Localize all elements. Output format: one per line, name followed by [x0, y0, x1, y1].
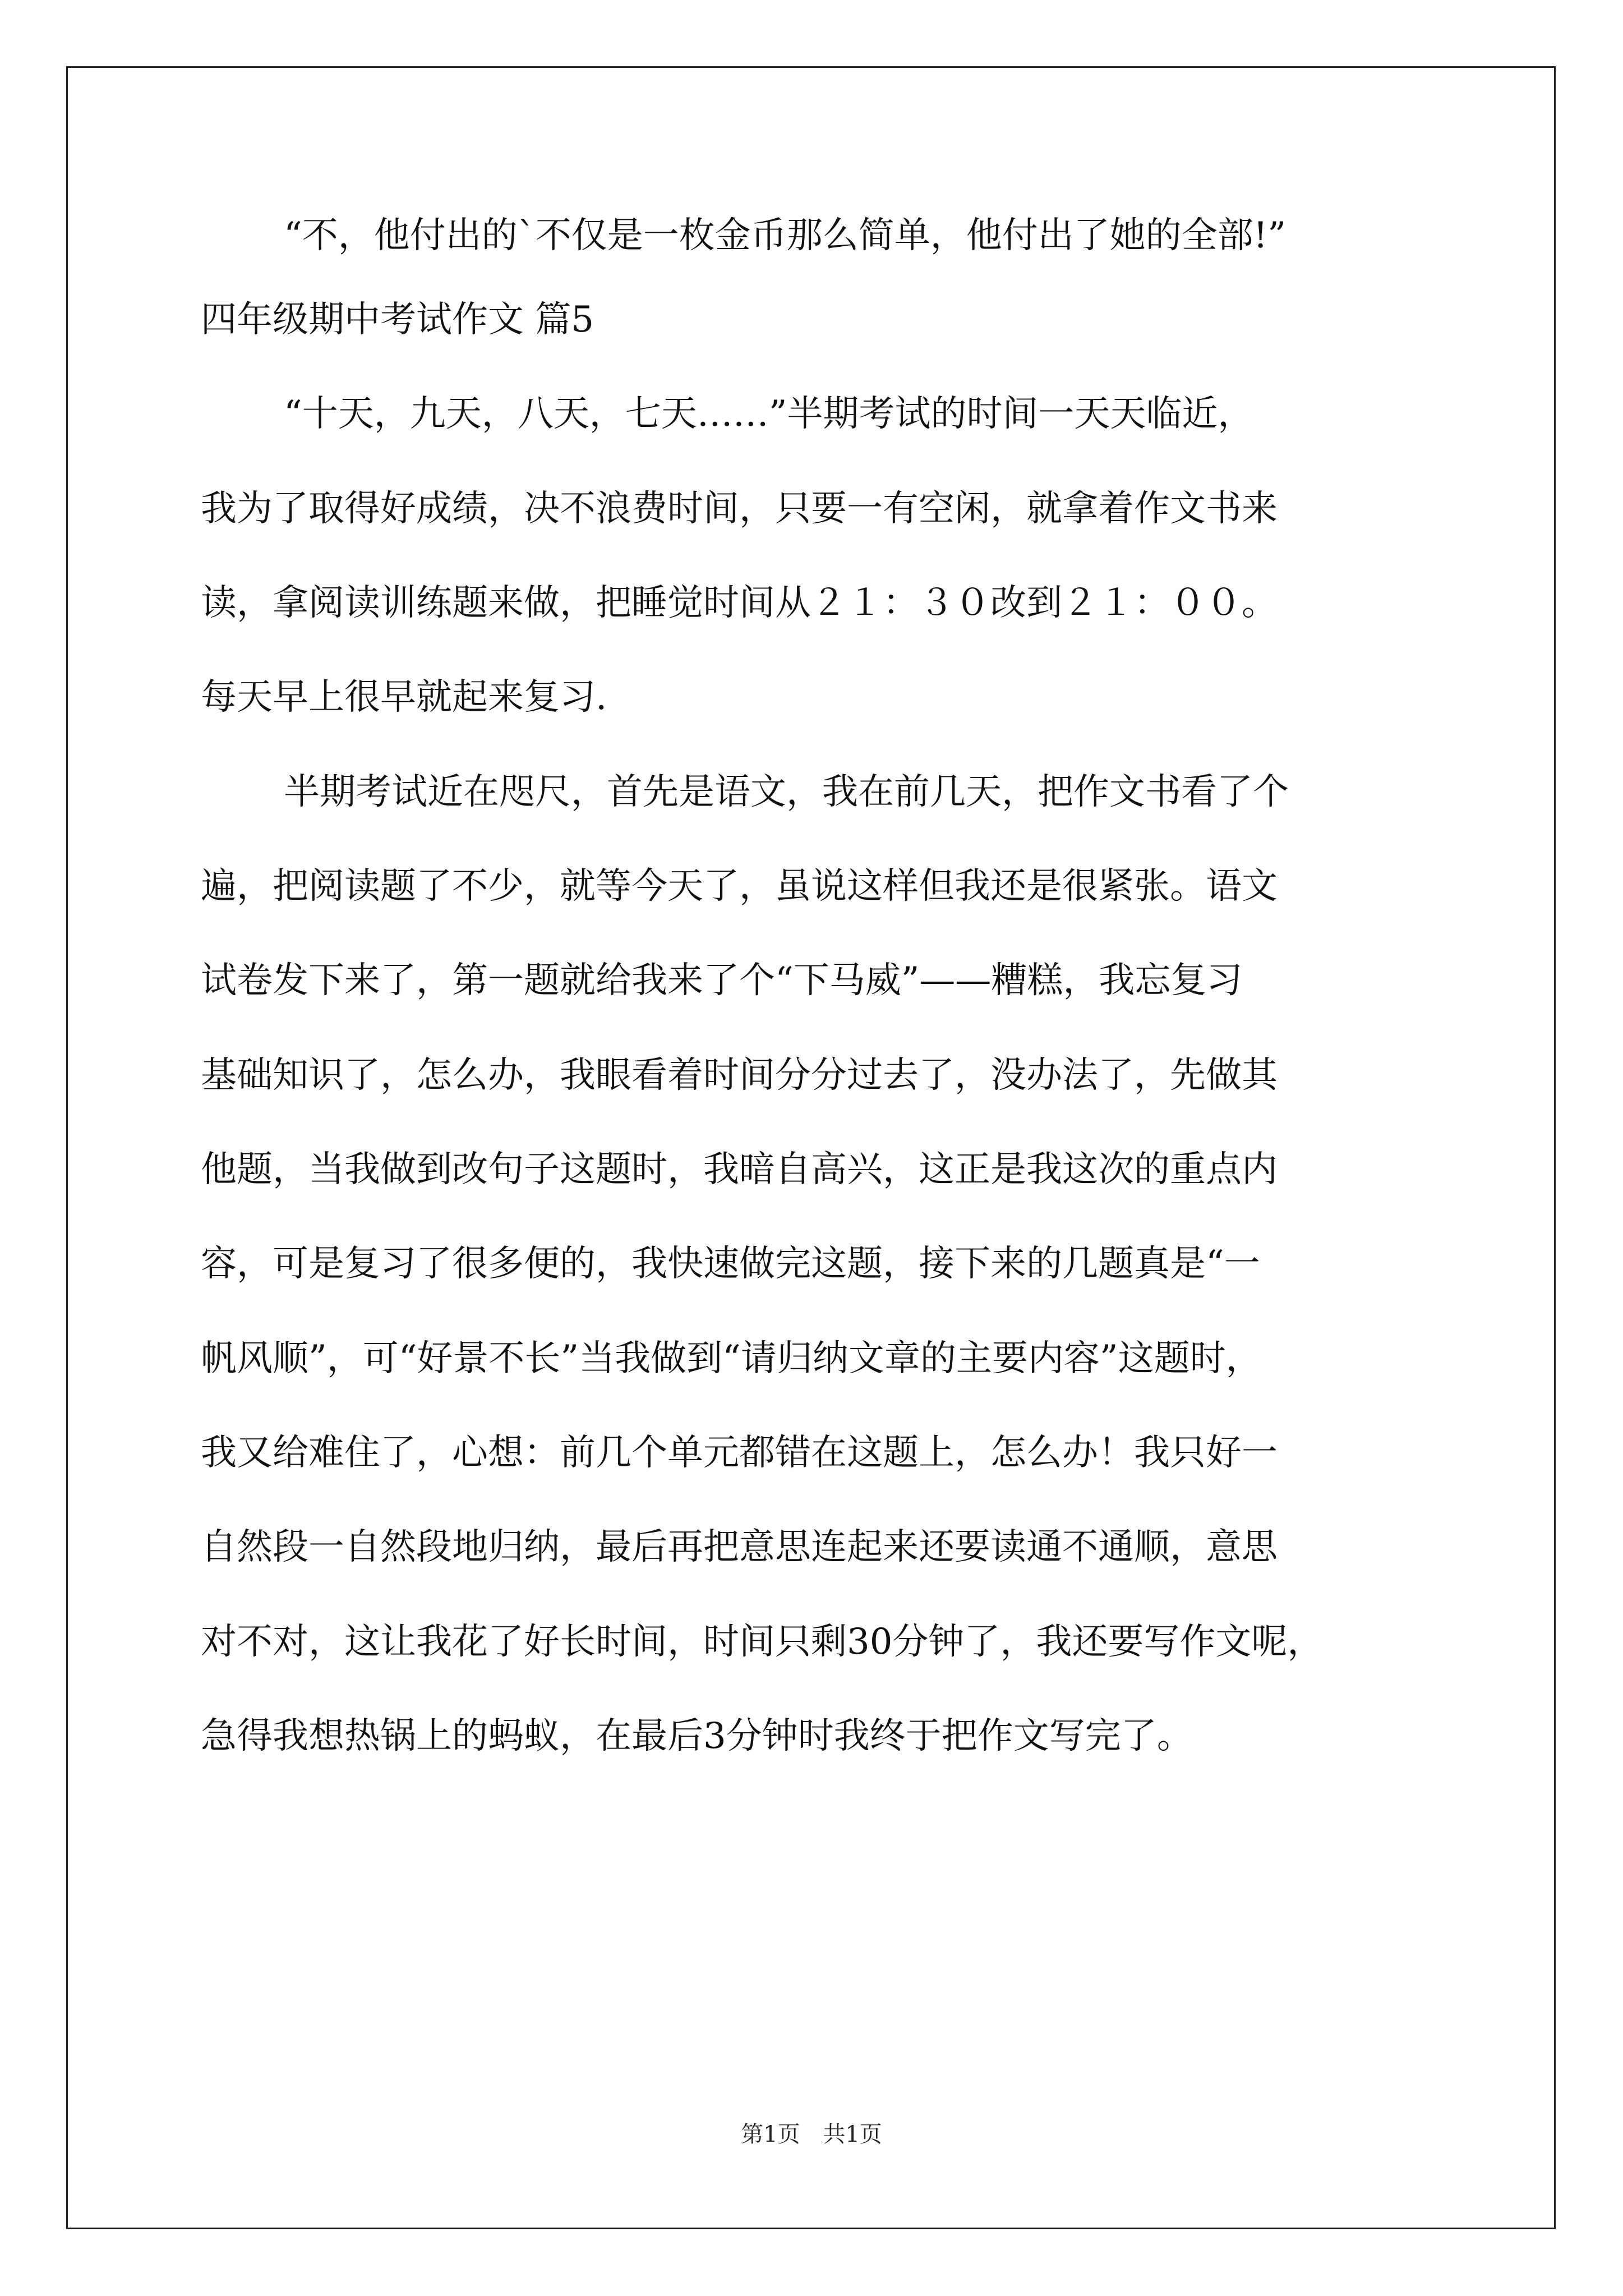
paragraph-line: 基础知识了，怎么办，我眼看着时间分分过去了，没办法了，先做其 — [201, 1055, 1278, 1096]
paragraph-line: 读，拿阅读训练题来做，把睡觉时间从２１：３０改到２１：００。 — [201, 582, 1278, 624]
paragraph-line: 遍，把阅读题了不少，就等今天了，虽说这样但我还是很紧张。语文 — [201, 866, 1278, 907]
page-number-current: 第1页 — [741, 2122, 800, 2147]
page-number-total: 共1页 — [823, 2122, 882, 2147]
paragraph-line: 半期考试近在咫尺，首先是语文，我在前几天，把作文书看了个 — [284, 771, 1289, 813]
paragraph-line: 我为了取得好成绩，决不浪费时间，只要一有空闲，就拿着作文书来 — [201, 488, 1278, 530]
paragraph-line: 对不对，这让我花了好长时间，时间只剩30分钟了，我还要写作文呢， — [201, 1621, 1324, 1663]
paragraph-line: 每天早上很早就起来复习. — [201, 677, 607, 718]
paragraph-line: 他题，当我做到改句子这题时，我暗自高兴，这正是我这次的重点内 — [201, 1149, 1278, 1190]
page-footer — [0, 2120, 1623, 2148]
paragraph-line: 我又给难住了，心想：前几个单元都错在这题上，怎么办！我只好一 — [201, 1432, 1278, 1474]
paragraph-line: 试卷发下来了，第一题就给我来了个“下马威”——糟糕，我忘复习 — [201, 960, 1243, 1001]
paragraph-line: 容，可是复习了很多便的，我快速做完这题，接下来的几题真是“一 — [201, 1243, 1260, 1285]
paragraph-line: 自然段一自然段地归纳，最后再把意思连起来还要读通不通顺，意思 — [201, 1526, 1278, 1568]
paragraph-line: “不，他付出的`不仅是一枚金币那么简单，他付出了她的全部!” — [284, 215, 1287, 256]
section-heading: 四年级期中考试作文 篇5 — [201, 299, 594, 341]
paragraph-line: 帆风顺”，可“好景不长”当我做到“请归纳文章的主要内容”这题时， — [201, 1338, 1262, 1379]
paragraph-line: “十天，九天，八天，七天……”半期考试的时间一天天临近， — [284, 393, 1254, 435]
paragraph-line: 急得我想热锅上的蚂蚁，在最后3分钟时我终于把作文写完了。 — [201, 1715, 1193, 1757]
